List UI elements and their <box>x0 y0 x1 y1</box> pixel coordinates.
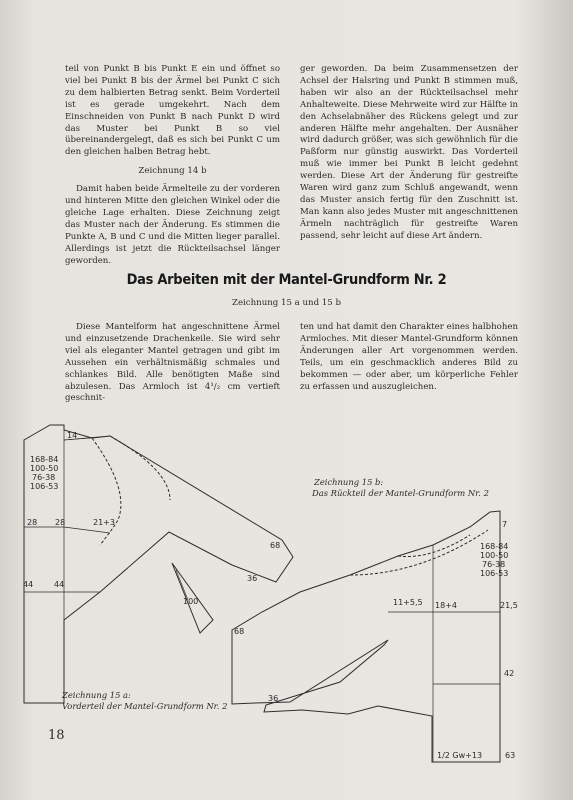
measure-label: 63 <box>505 751 516 760</box>
measure-label: 68 <box>270 541 281 550</box>
measure-label: 36 <box>268 694 279 703</box>
paragraph: Damit haben beide Ärmelteile zu der vorderen und hinteren Mitte den gleichen Winkel oder die gleiche Lage erhalten. Diese Zeichnung zeigt das Muster nach der Änderung. Es stimmen die Punkte A, B und C und die Mitten lieger parallel. Allerdings ist jetzt die Rückteilsachsel länger geworden. <box>65 184 280 266</box>
measure-label: 21,5 <box>500 601 518 610</box>
size-value: 100-50 <box>30 464 59 473</box>
size-value: 106-53 <box>30 482 59 491</box>
caption-text: Das Rückteil der Mantel-Grundform Nr. 2 <box>312 488 489 498</box>
size-chart-front <box>30 455 58 491</box>
figure-caption-15b <box>312 477 489 499</box>
measure-label: 44 <box>23 580 34 589</box>
measure-label: 11+5,5 <box>393 598 423 607</box>
size-value: 76-38 <box>32 473 56 482</box>
figure-reference: Zeichnung 14 b <box>138 166 207 177</box>
measure-label: 14 <box>67 431 78 440</box>
page-number: 18 <box>48 728 65 743</box>
section-heading: Das Arbeiten mit der Mantel-Grundform Nr. 2 <box>126 272 447 288</box>
measure-label: 44 <box>54 580 65 589</box>
front-pattern-piece <box>24 425 293 703</box>
caption-title: Zeichnung 15 a: <box>62 690 131 700</box>
measure-label: 42 <box>504 669 515 678</box>
measure-label: 100 <box>183 597 199 606</box>
size-chart-back <box>480 542 508 578</box>
measure-label: 1/2 Gw+13 <box>437 751 483 760</box>
caption-title: Zeichnung 15 b: <box>314 477 384 487</box>
size-value: 168-84 <box>480 542 509 551</box>
figure-caption-15a <box>62 690 227 712</box>
figure-reference: Zeichnung 15 a und 15 b <box>232 298 341 308</box>
measure-label: 21+3 <box>93 518 115 527</box>
measure-label: 7 <box>502 520 508 529</box>
caption-text: Vorderteil der Mantel-Grundform Nr. 2 <box>62 701 228 711</box>
measure-label: 36 <box>247 574 258 583</box>
paragraph: ger geworden. Da beim Zusammensetzen der Achsel der Halsring und Punkt B stimmen muß, haben wir also an der Rückteilsachsel mehr Anhalteweite. Diese Mehrweite wird zur Hälfte in den Achselabnäher des Rückens gelegt und zur anderen Hälfte mehr angehalten. Der Ausnäher wird dadurch größer, was sich gewöhnlich für die Paßform nur günstig auswirkt. Das Vorderteil muß wie immer bei Punkt B leicht gedehnt werden. Diese Art der Änderung für gestreifte Waren wird ganz zum Schluß angewandt, wenn das Muster ansich fertig für den Zuschnitt ist. Man kann also jedes Muster mit angeschnittenen Ärmeln nachträglich für gestreifte Waren passend, sehr leicht auf diese Art ändern. <box>300 64 518 241</box>
measure-label: 18+4 <box>435 601 457 610</box>
paragraph: Diese Mantelform hat angeschnittene Ärmel und einzusetzende Drachenkeile. Sie wird sehr viel als eleganter Mantel getragen und gibt im Aussehen ein verhältnismäßig schmales und schlankes Bild. Alle benötigten Maße sind abzulesen. Das Armloch ist 4¹/₂ cm vertieft geschnit- <box>65 322 280 404</box>
size-value: 100-50 <box>480 551 509 560</box>
measure-label: 68 <box>234 627 245 636</box>
paragraph: ten und hat damit den Charakter eines halbhohen Armloches. Mit dieser Mantel-Grundform können Änderungen aller Art vorgenommen werden. Teils, um ein geschmacklich anderes Bild zu bekommen — oder aber, um körperliche Fehler zu erfassen und auszugleichen. <box>300 322 518 392</box>
size-value: 168-84 <box>30 455 59 464</box>
measure-label: 28 <box>55 518 66 527</box>
size-value: 76-38 <box>482 560 506 569</box>
measure-label: 28 <box>27 518 38 527</box>
size-value: 106-53 <box>480 569 509 578</box>
paragraph: teil von Punkt B bis Punkt E ein und öffnet so viel bei Punkt B bis der Ärmel bei Punkt C sich zu dem halbierten Betrag senkt. Beim Vorderteil ist es gerade umgekehrt. Nach dem Einschneiden von Punkt B nach Punkt D wird das Muster bei Punkt B so viel übereinandergelegt, daß es sich bei Punkt C um den gleichen halben Betrag hebt. <box>65 64 280 158</box>
